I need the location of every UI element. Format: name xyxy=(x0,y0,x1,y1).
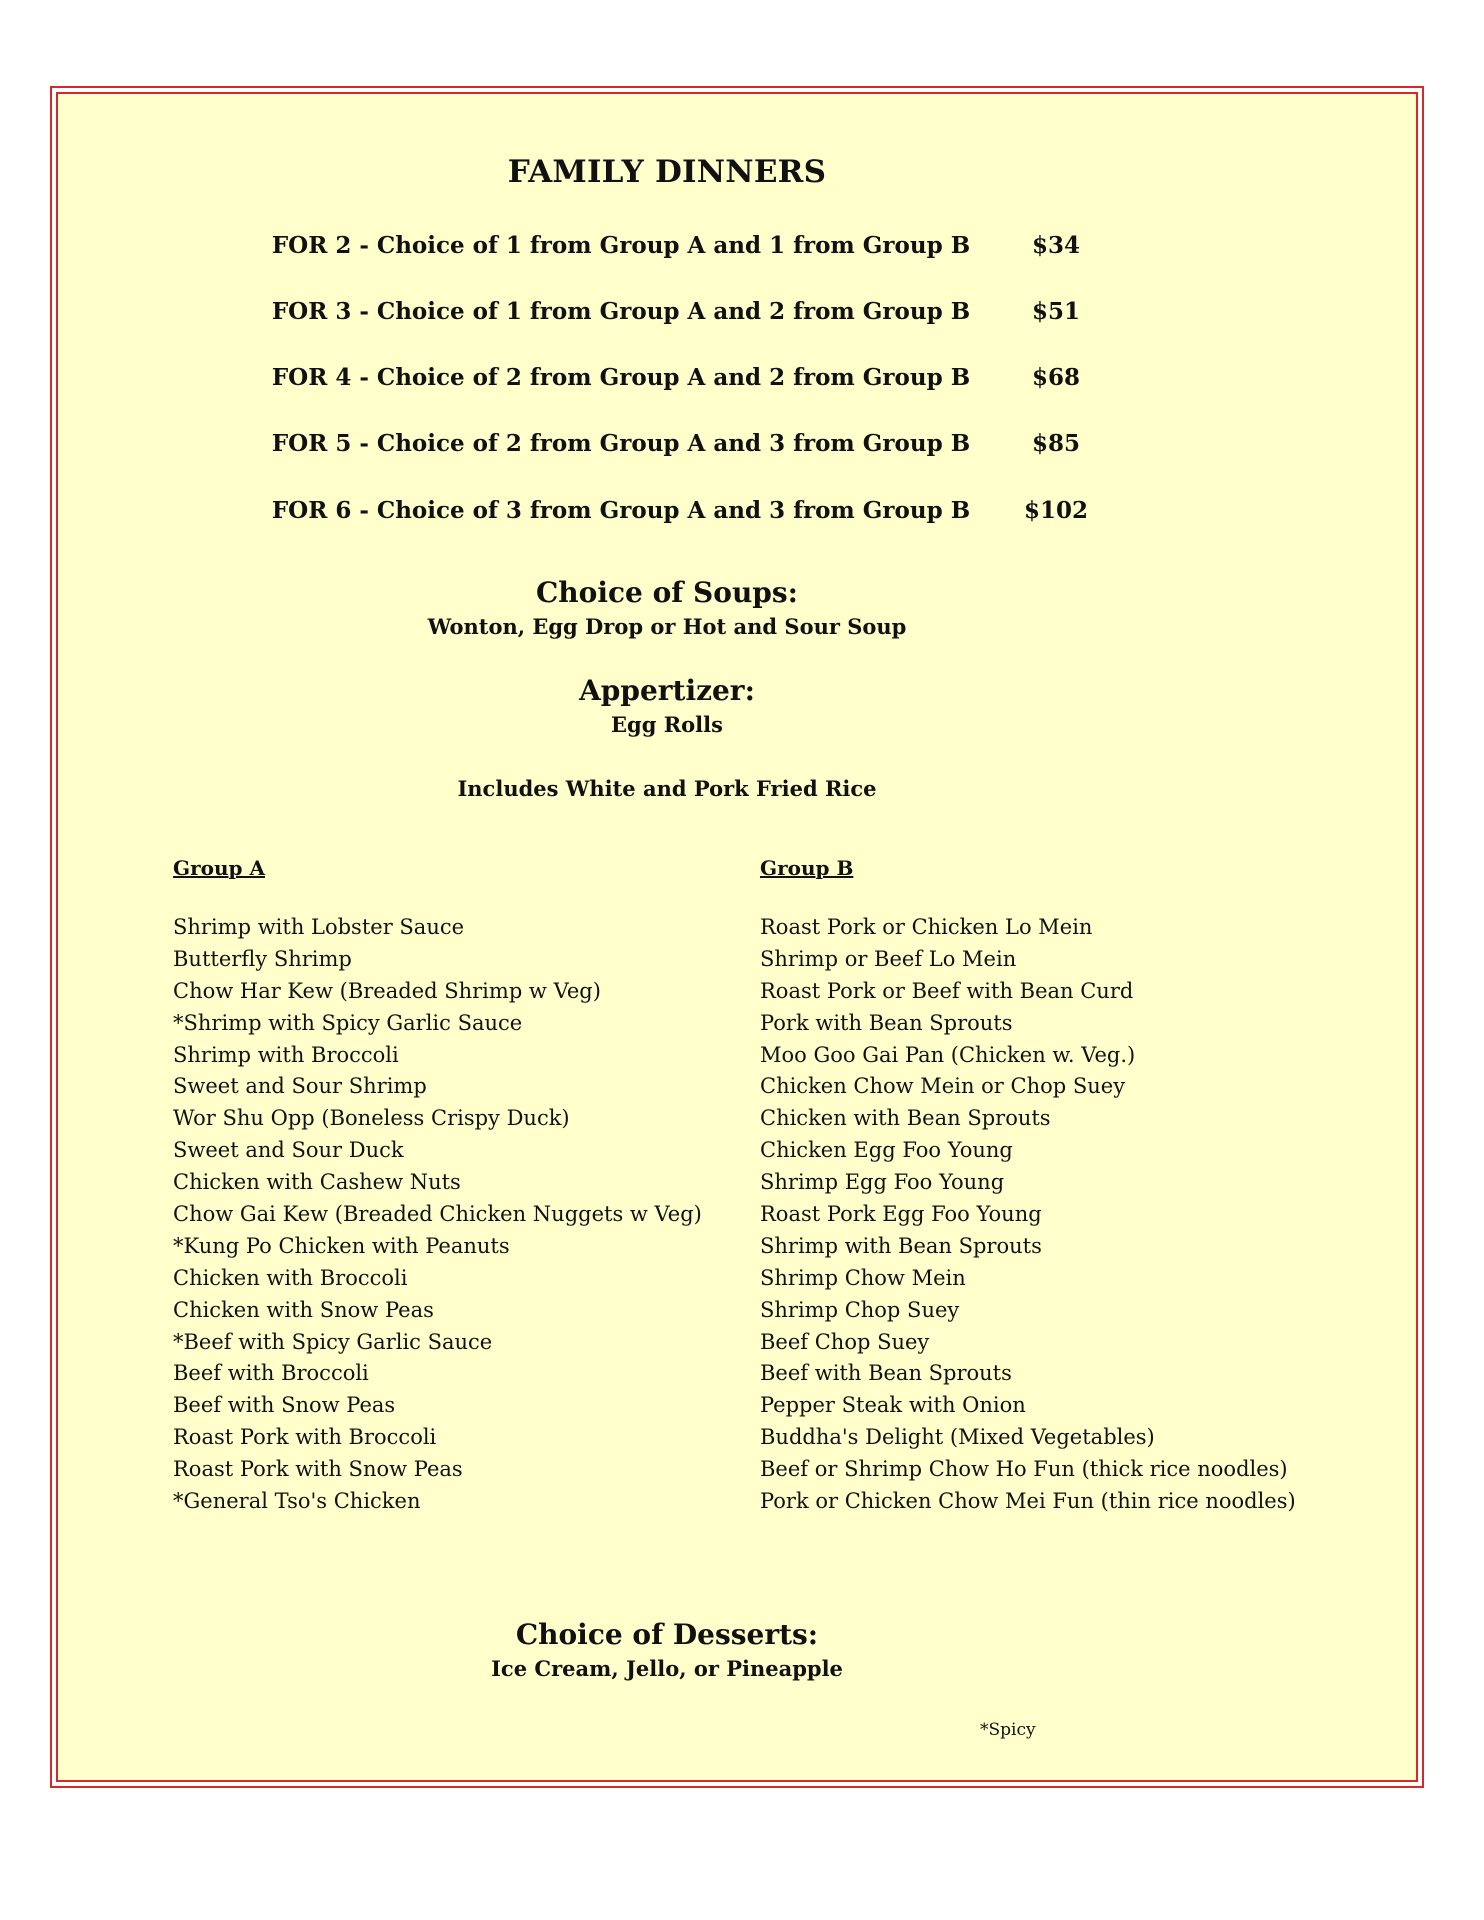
list-item: Chow Har Kew (Breaded Shrimp w Veg) xyxy=(173,978,601,1003)
list-item: Buddha's Delight (Mixed Vegetables) xyxy=(760,1425,1155,1450)
list-item: Roast Pork with Broccoli xyxy=(173,1425,437,1450)
price-row-description: FOR 2 - Choice of 1 from Group A and 1 from Group B xyxy=(271,232,971,259)
soups-heading: Choice of Soups: xyxy=(536,576,798,609)
list-item: Roast Pork with Snow Peas xyxy=(173,1457,463,1482)
list-item: Chicken Egg Foo Young xyxy=(760,1138,1013,1163)
list-item: Shrimp or Beef Lo Mein xyxy=(760,946,1017,971)
price-row-for-4 xyxy=(226,360,1116,396)
list-item: Beef Chop Suey xyxy=(760,1329,930,1354)
group-b-list xyxy=(760,912,1400,1518)
list-item: *General Tso's Chicken xyxy=(173,1489,421,1514)
list-item: Chicken Chow Mein or Chop Suey xyxy=(760,1074,1126,1099)
group-a-heading: Group A xyxy=(173,856,265,880)
list-item: Pepper Steak with Onion xyxy=(760,1393,1026,1418)
list-item: Moo Goo Gai Pan (Chicken w. Veg.) xyxy=(760,1042,1136,1067)
desserts-heading: Choice of Desserts: xyxy=(515,1618,819,1651)
list-item: *Kung Po Chicken with Peanuts xyxy=(173,1233,510,1258)
list-item: Chow Gai Kew (Breaded Chicken Nuggets w Veg) xyxy=(173,1202,702,1227)
list-item: Sweet and Sour Shrimp xyxy=(173,1074,427,1099)
price-row-for-2 xyxy=(226,228,1116,264)
list-item: *Beef with Spicy Garlic Sauce xyxy=(173,1329,493,1354)
price-row-amount: $85 xyxy=(1031,430,1080,457)
list-item: Beef or Shrimp Chow Ho Fun (thick rice noodles) xyxy=(760,1457,1288,1482)
list-item: Shrimp Egg Foo Young xyxy=(760,1170,1005,1195)
list-item: Chicken with Cashew Nuts xyxy=(173,1170,461,1195)
list-item: *Shrimp with Spicy Garlic Sauce xyxy=(173,1010,523,1035)
menu-title: FAMILY DINNERS xyxy=(507,154,827,190)
list-item: Roast Pork Egg Foo Young xyxy=(760,1202,1042,1227)
price-row-for-5 xyxy=(226,426,1116,462)
list-item: Shrimp with Lobster Sauce xyxy=(173,915,465,939)
group-a-list xyxy=(173,912,773,1518)
list-item: Chicken with Snow Peas xyxy=(173,1297,434,1322)
list-item: Pork or Chicken Chow Mei Fun (thin rice noodles) xyxy=(760,1489,1296,1514)
group-a-column xyxy=(173,854,773,1518)
price-row-amount: $51 xyxy=(1031,298,1080,325)
list-item: Chicken with Broccoli xyxy=(173,1265,408,1290)
list-item: Shrimp with Broccoli xyxy=(173,1042,399,1067)
price-row-amount: $68 xyxy=(1031,364,1080,391)
list-item: Shrimp Chop Suey xyxy=(760,1297,960,1322)
list-item: Chicken with Bean Sprouts xyxy=(760,1106,1051,1131)
price-row-description: FOR 3 - Choice of 1 from Group A and 2 from Group B xyxy=(271,298,971,325)
price-row-amount: $102 xyxy=(1023,497,1088,524)
group-b-column xyxy=(760,854,1400,1518)
price-row-description: FOR 6 - Choice of 3 from Group A and 3 from Group B xyxy=(271,497,971,524)
price-row-for-3 xyxy=(226,294,1116,330)
list-item: Wor Shu Opp (Boneless Crispy Duck) xyxy=(173,1106,570,1131)
price-row-description: FOR 4 - Choice of 2 from Group A and 2 from Group B xyxy=(271,364,971,391)
list-item: Butterfly Shrimp xyxy=(173,946,352,971)
price-row-amount: $34 xyxy=(1031,232,1080,259)
appetizer-list: Egg Rolls xyxy=(611,712,723,737)
list-item: Shrimp Chow Mein xyxy=(760,1265,966,1290)
list-item: Sweet and Sour Duck xyxy=(173,1138,404,1163)
list-item: Roast Pork or Beef with Bean Curd xyxy=(760,978,1134,1003)
group-b-heading: Group B xyxy=(760,856,854,880)
list-item: Shrimp with Bean Sprouts xyxy=(760,1233,1042,1258)
list-item: Beef with Bean Sprouts xyxy=(760,1361,1012,1386)
desserts-list: Ice Cream, Jello, or Pineapple xyxy=(491,1656,843,1681)
list-item: Beef with Broccoli xyxy=(173,1361,369,1386)
price-row-description: FOR 5 - Choice of 2 from Group A and 3 from Group B xyxy=(271,430,971,457)
list-item: Beef with Snow Peas xyxy=(173,1393,396,1418)
price-row-for-6 xyxy=(226,493,1116,529)
appetizer-heading: Appertizer: xyxy=(579,674,755,707)
list-item: Pork with Bean Sprouts xyxy=(760,1010,1013,1035)
list-item: Roast Pork or Chicken Lo Mein xyxy=(760,915,1093,939)
spicy-footnote: *Spicy xyxy=(980,1720,1036,1740)
includes-note: Includes White and Pork Fried Rice xyxy=(457,776,877,801)
soups-list: Wonton, Egg Drop or Hot and Sour Soup xyxy=(427,614,907,639)
